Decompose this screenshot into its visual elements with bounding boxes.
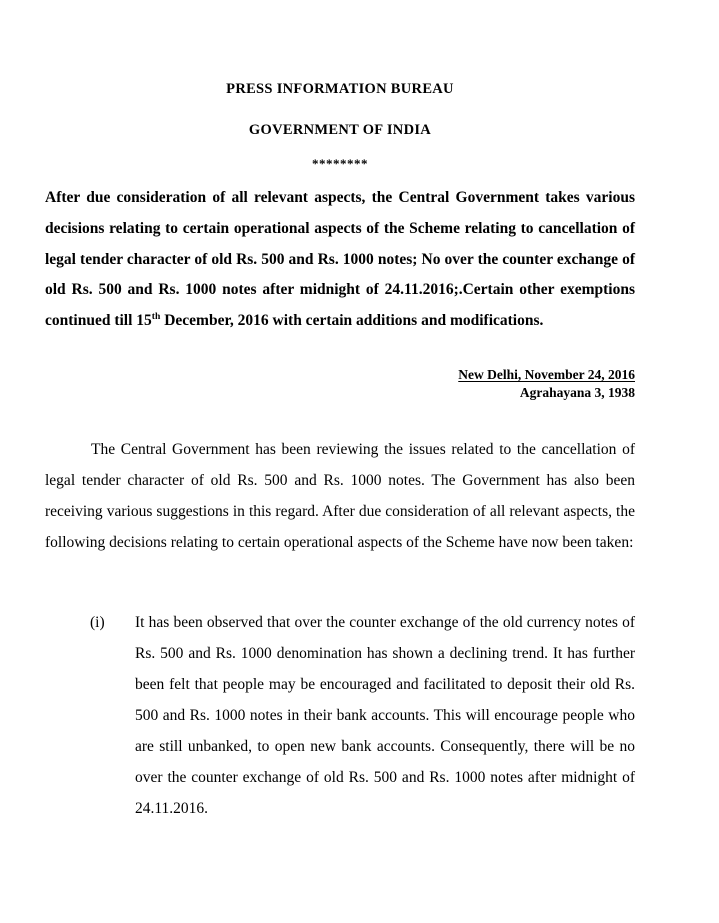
body-paragraph-1: The Central Government has been reviewing the issues related to the cancellation of legal tender character of old Rs. 500 and Rs. 1000 notes. The Government has also been receiving various suggestions in this regard. After due consideration of all relevant aspects, the following decisions relating to certain operational aspects of the Scheme have now been taken: [45,441,635,551]
headline-summary [45,183,635,337]
dateline-saka-date: Agrahayana 3, 1938 [519,384,635,400]
list-item [45,607,635,824]
headline-text-part-2: December, 2016 with certain additions and modifications. [160,312,544,330]
ordinal-suffix: th [151,311,161,323]
organization-title: PRESS INFORMATION BUREAU [226,81,454,97]
government-title: GOVERNMENT OF INDIA [248,122,432,138]
decision-list [45,607,635,824]
headline-text-part-1: After due consideration of all relevant aspects, the Central Government takes various decisions relating to certain operational aspects of the Scheme relating to cancellation of legal tender character of old Rs. 500 and Rs. 1000 notes; No over the counter exchange of old Rs. 500 and Rs. 1000 notes after midnight of 24.11.2016;.Certain other exemptions continued till 15 [45,189,635,330]
list-item-marker: (i) [90,614,105,631]
dateline [45,366,635,401]
list-item-text: It has been observed that over the counter exchange of the old currency notes of Rs. 500 and Rs. 1000 denomination has shown a declining trend. It has further been felt that people may be encouraged and facilitated to deposit their old Rs. 500 and Rs. 1000 notes in their bank accounts. This will encourage people who are still unbanked, to open new bank accounts. Consequently, there will be no over the counter exchange of old Rs. 500 and Rs. 1000 notes after midnight of 24.11.2016. [135,614,635,817]
masthead [45,74,635,173]
dateline-place-date: New Delhi, November 24, 2016 [458,367,635,382]
asterisk-separator: ******** [312,156,368,171]
